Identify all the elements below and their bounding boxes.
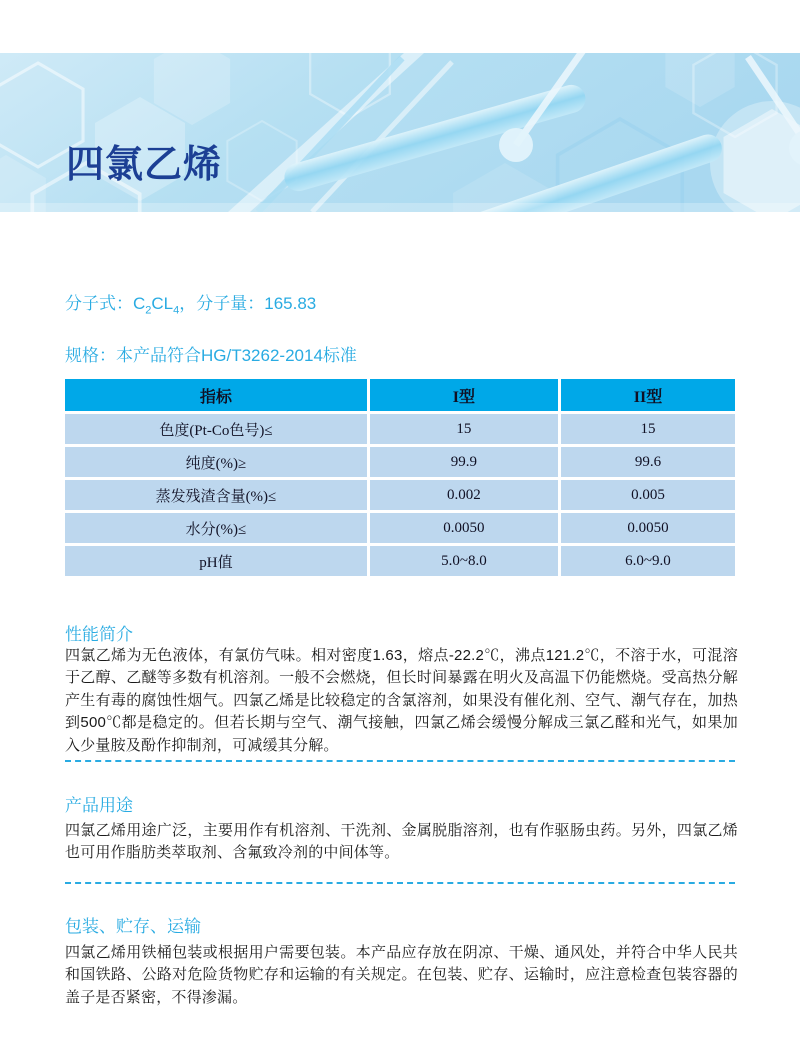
banner-bottom-highlight [0, 203, 800, 212]
page-title: 四氯乙烯 [66, 144, 223, 186]
formula-mid: CL [151, 294, 174, 313]
type2-cell: 15 [559, 413, 736, 446]
section-heading-uses: 产品用途 [65, 796, 133, 815]
table-header-type1: I型 [368, 378, 559, 413]
section-heading-performance: 性能简介 [65, 625, 133, 644]
indicator-cell: 蒸发残渣含量(%)≤ [64, 479, 369, 512]
type1-cell: 15 [368, 413, 559, 446]
formula-prefix: 分子式：C [65, 294, 146, 313]
table-header-type2: II型 [559, 378, 736, 413]
type2-cell: 0.0050 [559, 512, 736, 545]
table-row [64, 479, 737, 512]
type2-cell: 0.005 [559, 479, 736, 512]
type1-cell: 5.0~8.0 [368, 545, 559, 578]
formula-subscript: 4 [173, 304, 180, 317]
type1-cell: 99.9 [368, 446, 559, 479]
table-row [64, 512, 737, 545]
indicator-cell: 色度(Pt-Co色号)≤ [64, 413, 369, 446]
molecule-node-icon [499, 128, 533, 162]
section-body-packaging: 四氯乙烯用铁桶包装或根据用户需要包装。本产品应存放在阴凉、干燥、通风处，并符合中华人民共和国铁路、公路对危险货物贮存和运输的有关规定。在包装、贮存、运输时，应注意检查包装容器的盖子是否紧密，不得渗漏。 [65, 944, 738, 1006]
type1-cell: 0.002 [368, 479, 559, 512]
dashed-divider [65, 882, 735, 884]
indicator-cell: 水分(%)≤ [64, 512, 369, 545]
table-header-row [64, 378, 737, 413]
type2-cell: 6.0~9.0 [559, 545, 736, 578]
table-row [64, 413, 737, 446]
section-body-uses: 四氯乙烯用途广泛，主要用作有机溶剂、干洗剂、金属脱脂溶剂，也有作驱肠虫药。另外，四氯乙烯也可用作脂肪类萃取剂、含氟致冷剂的中间体等。 [65, 822, 738, 862]
header-banner [0, 53, 800, 212]
dashed-divider [65, 760, 735, 762]
section-body-performance: 四氯乙烯为无色液体，有氯仿气味。相对密度1.63，熔点-22.2℃，沸点121.2℃，不溶于水，可混溶于乙醇、乙醚等多数有机溶剂。一般不会燃烧，但长时间暴露在明火及高温下仍能燃烧。受高热分解产生有毒的腐蚀性烟气。四氯乙烯是比较稳定的含氯溶剂，如果没有催化剂、空气、潮气存在，加热到500℃都是稳定的。但若长期与空气、潮气接触，四氯乙烯会缓慢分解成三氯乙醛和光气，如果加入少量胺及酚作抑制剂，可减缓其分解。 [65, 647, 738, 754]
indicator-cell: pH值 [64, 545, 369, 578]
formula-subscript: 2 [145, 304, 152, 317]
table-row [64, 446, 737, 479]
formula-suffix: ，分子量：165.83 [179, 294, 317, 313]
type1-cell: 0.0050 [368, 512, 559, 545]
type2-cell: 99.6 [559, 446, 736, 479]
indicator-cell: 纯度(%)≥ [64, 446, 369, 479]
section-heading-packaging: 包装、贮存、运输 [65, 917, 201, 936]
table-header-indicator: 指标 [64, 378, 369, 413]
spec-standard-line: 规格：本产品符合HG/T3262-2014标准 [65, 346, 357, 365]
formula-line [65, 289, 316, 316]
spec-table [62, 376, 738, 579]
table-row [64, 545, 737, 578]
